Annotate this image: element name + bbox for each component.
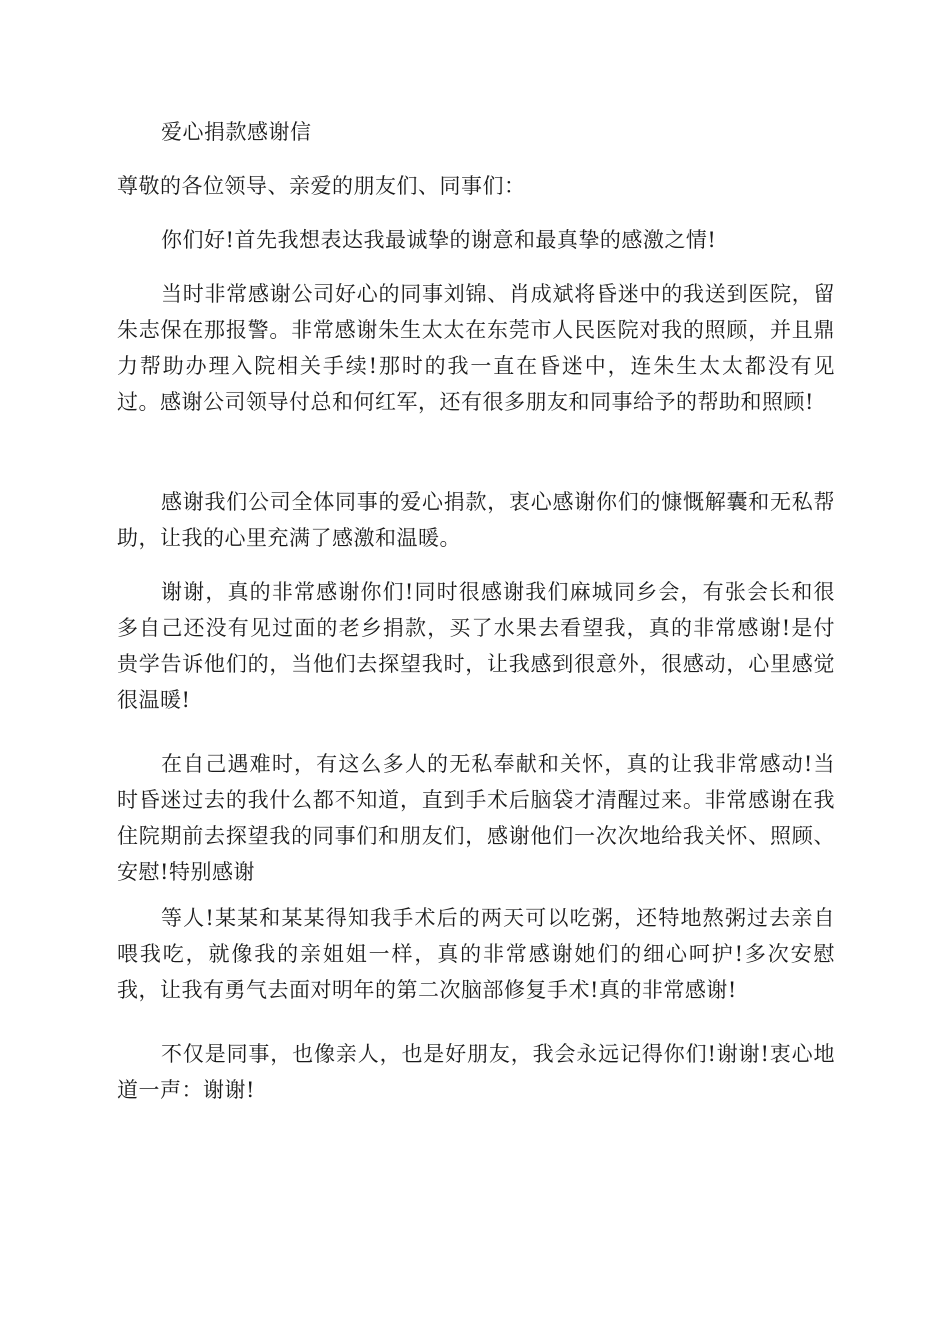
paragraph-2: 当时非常感谢公司好心的同事刘锦、肖成斌将昏迷中的我送到医院，留朱志保在那报警。非常感谢朱生太太在东莞市人民医院对我的照顾，并且鼎力帮助办理入院相关手续!那时的我一直在昏迷中，连朱生太太都没有见过。感谢公司领导付总和何红军，还有很多朋友和同事给予的帮助和照顾!: [117, 282, 835, 414]
paragraph-1: 你们好!首先我想表达我最诚挚的谢意和最真挚的感激之情!: [161, 228, 717, 252]
paragraph-4: 谢谢，真的非常感谢你们!同时很感谢我们麻城同乡会，有张会长和很多自己还没有见过面的老乡捐款，买了水果去看望我，真的非常感谢!是付贵学告诉他们的，当他们去探望我时，让我感到很意外，很感动，心里感觉很温暖!: [117, 580, 835, 712]
paragraph-5: 在自己遇难时，有这么多人的无私奉献和关怀，真的让我非常感动!当时昏迷过去的我什么都不知道，直到手术后脑袋才清醒过来。非常感谢在我住院期前去探望我的同事们和朋友们，感谢他们一次次地给我关怀、照顾、安慰!特别感谢: [117, 752, 835, 884]
letter-salutation: 尊敬的各位领导、亲爱的朋友们、同事们：: [117, 174, 526, 198]
paragraph-3: 感谢我们公司全体同事的爱心捐款，衷心感谢你们的慷慨解囊和无私帮助，让我的心里充满了感激和温暖。: [117, 490, 835, 550]
paragraph-6: 等人!某某和某某得知我手术后的两天可以吃粥，还特地熬粥过去亲自喂我吃，就像我的亲姐姐一样，真的非常感谢她们的细心呵护!多次安慰我，让我有勇气去面对明年的第二次脑部修复手术!真的非常感谢!: [117, 906, 835, 1002]
paragraph-7: 不仅是同事，也像亲人，也是好朋友，我会永远记得你们!谢谢!衷心地道一声：谢谢!: [117, 1042, 835, 1102]
letter-title: 爱心捐款感谢信: [161, 120, 312, 144]
